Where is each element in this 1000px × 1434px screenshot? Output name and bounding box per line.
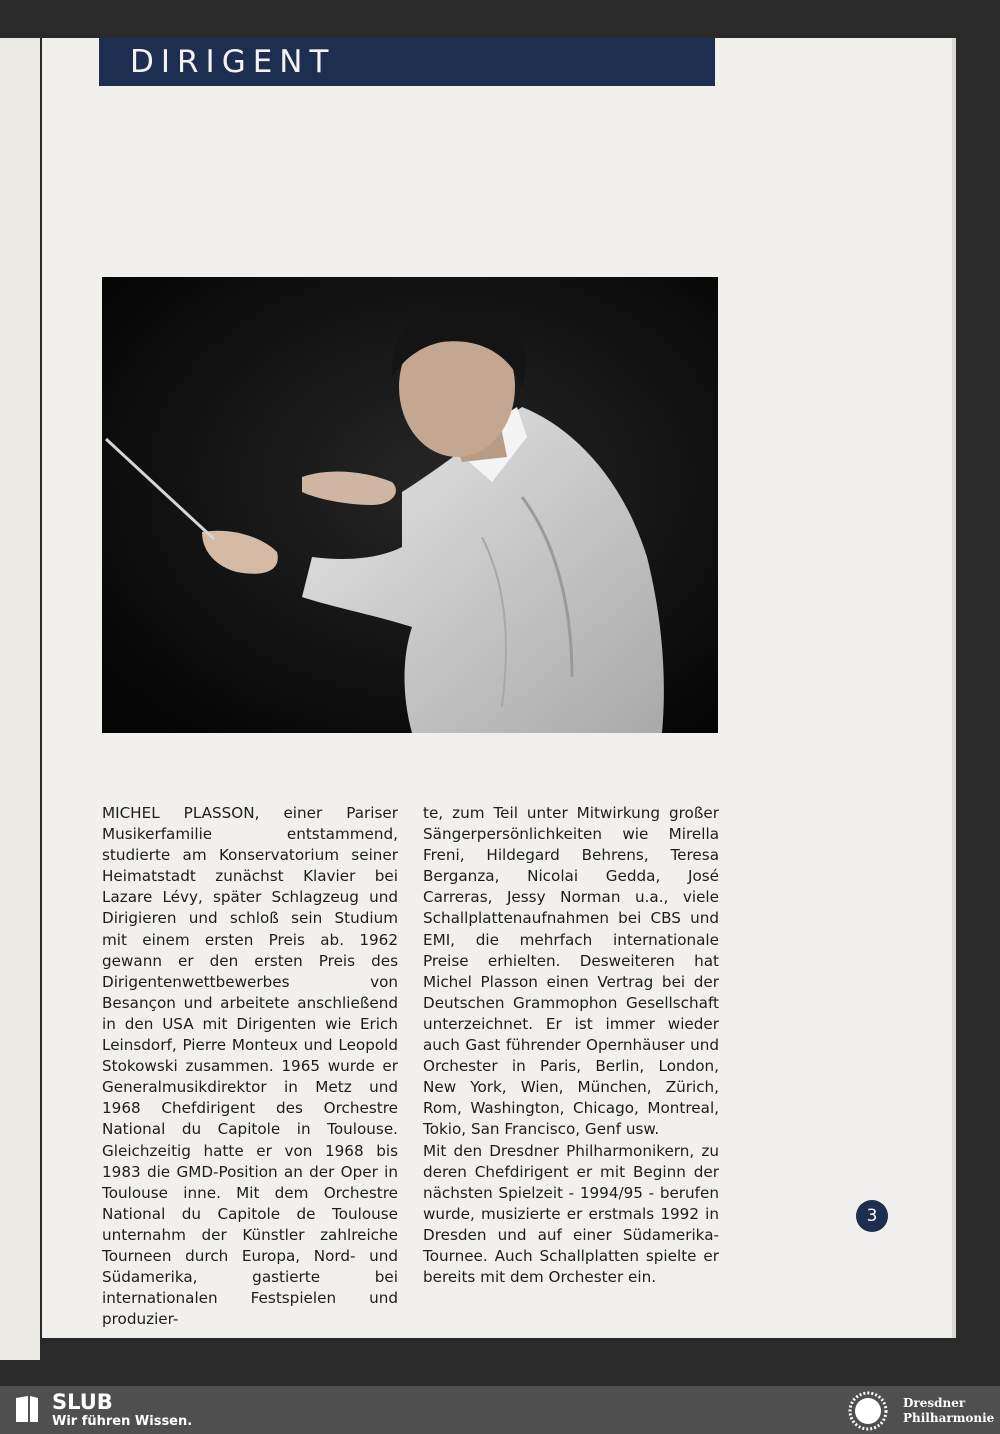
library-name: SLUB <box>52 1390 113 1414</box>
page-number-badge: 3 <box>856 1200 888 1232</box>
philharmonie-logo-icon <box>842 1390 894 1432</box>
article-column-right <box>423 803 719 1288</box>
partner-name-line1: Dresdner <box>903 1396 966 1410</box>
slub-book-icon <box>14 1394 40 1424</box>
article-paragraph: MICHEL PLASSON, einer Pariser Musikerfamilie entstammend, studierte am Konservatorium seiner Heimatstadt zunächst Klavier bei Lazare Lévy, später Schlagzeug und Dirigieren und schloß sein Studium mit einem ersten Preis ab. 1962 gewann er den ersten Preis des Dirigentenwettbewerbes von Besançon und arbeitete anschließend in den USA mit Dirigenten wie Erich Leinsdorf, Pierre Monteux und Leopold Stokowski zusammen. 1965 wurde er Generalmusikdirektor in Metz und 1968 Chefdirigent des Orchestre National du Capitole in Toulouse. Gleichzeitig hatte er von 1968 bis 1983 die GMD-Position an der Oper in Toulouse inne. Mit dem Orchestre National du Capitole de Toulouse unternahm der Künstler zahlreiche Tourneen durch Europa, Nord- und Südamerika, gastierte bei internationalen Festspielen und produzier- <box>102 804 398 1329</box>
footer-bar <box>0 1386 1000 1434</box>
page-edge <box>952 38 956 1338</box>
facing-page-edge <box>0 38 40 1360</box>
article-paragraph: te, zum Teil unter Mitwirkung großer Sängerpersönlichkeiten wie Mirella Freni, Hildegard Behrens, Teresa Berganza, Nicolai Gedda, José Carreras, Jessy Norman u.a., viele Schallplattenaufnahmen bei CBS und EMI, die mehrfach internationale Preise erhielten. Desweiteren hat Michel Plasson einen Vertrag bei der Deutschen Grammophon Gesellschaft unterzeichnet. Er ist immer wieder auch Gast führender Opernhäuser und Orchester in Paris, Berlin, London, New York, Wien, München, Zürich, Rom, Washington, Chicago, Montreal, Tokio, San Francisco, Genf usw. <box>423 804 719 1139</box>
library-tagline: Wir führen Wissen. <box>52 1414 193 1429</box>
partner-name-line2: Philharmonie <box>903 1411 995 1425</box>
article-column-left <box>102 803 398 1330</box>
article-paragraph: Mit den Dresdner Philharmonikern, zu deren Chefdirigent er mit Beginn der nächsten Spielzeit - 1994/95 - berufen wurde, musizierte er erstmals 1992 in Dresden und auf einer Südamerika-Tournee. Auch Schallplatten spielte er bereits mit dem Orchester ein. <box>423 1141 719 1287</box>
conductor-illustration <box>102 277 718 733</box>
page-title: DIRIGENT <box>130 44 336 80</box>
conductor-photo <box>102 277 718 733</box>
